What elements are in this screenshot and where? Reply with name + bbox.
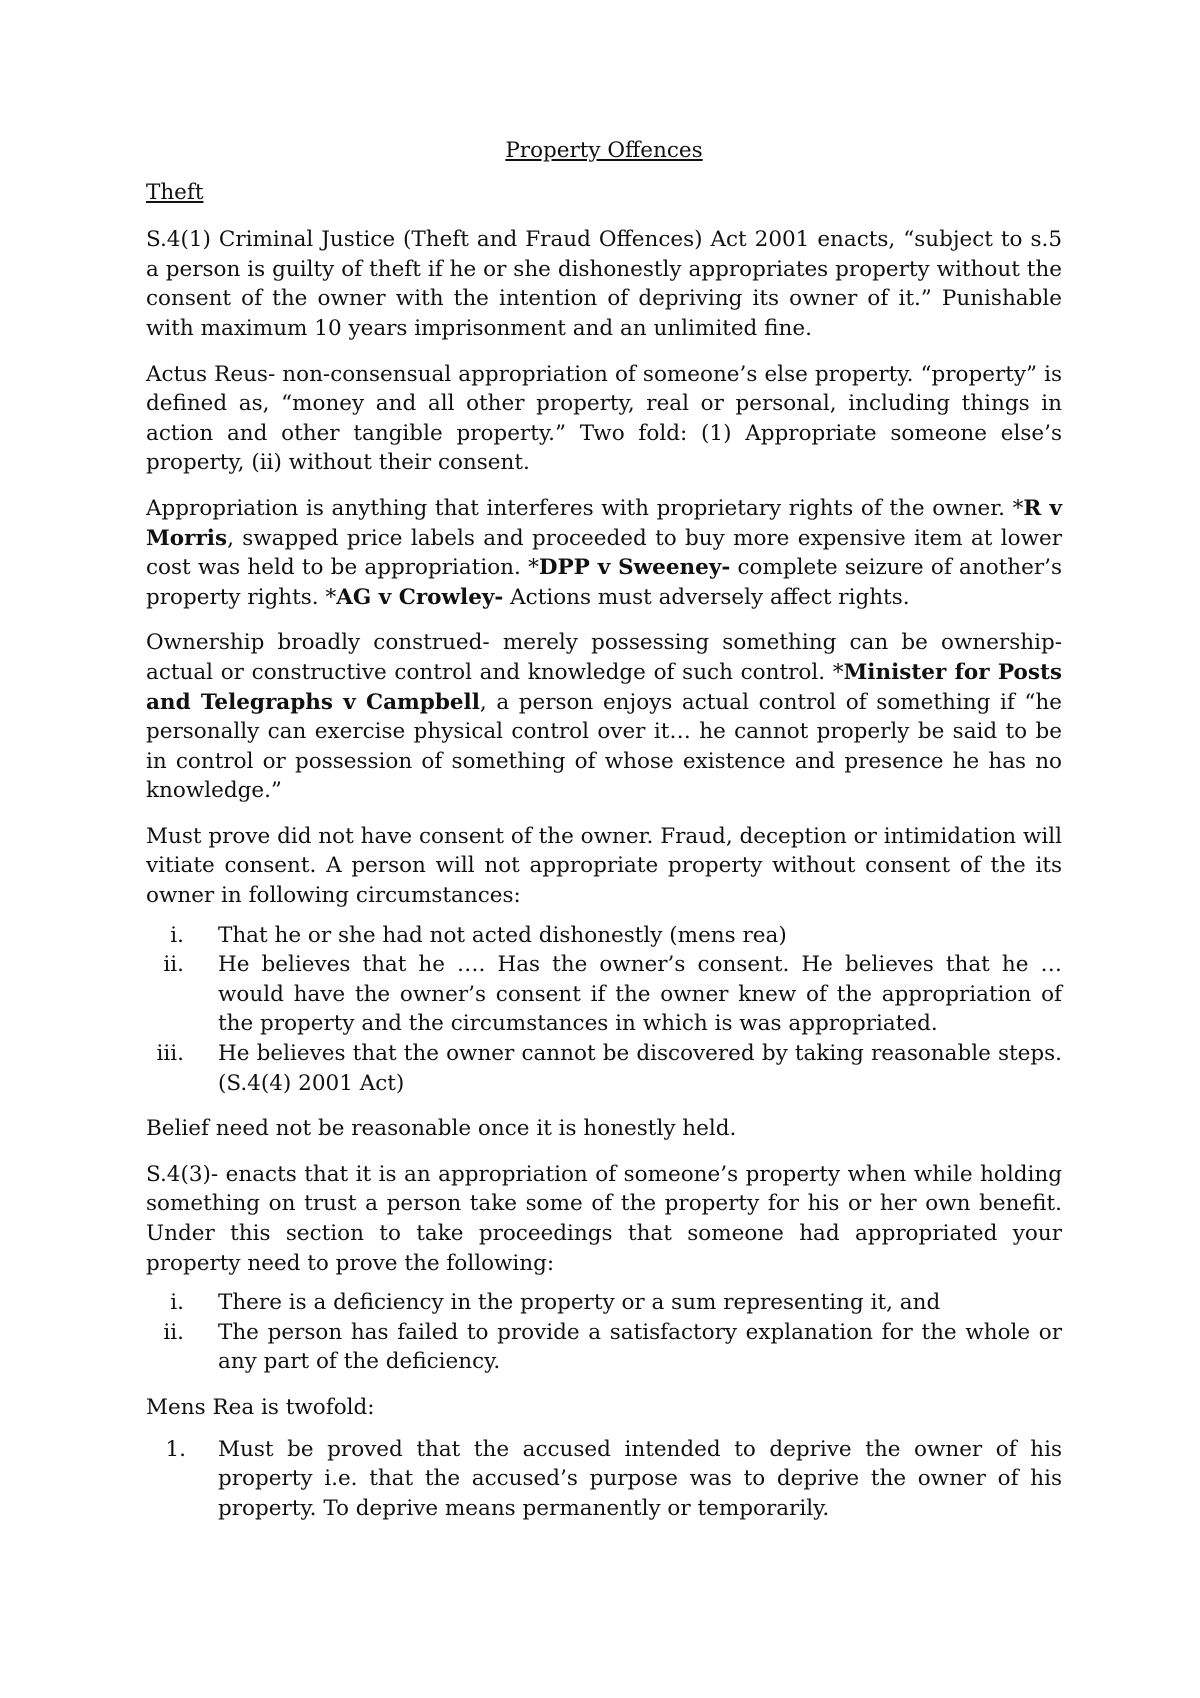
- list-item-text: He believes that he …. Has the owner’s consent. He believes that he … would have the owner’s consent if the owner knew of the appropriation of the property and the circumstances in which is was appropriated.: [218, 952, 1062, 1037]
- list-item: [146, 921, 1062, 951]
- list-item: [146, 1318, 1062, 1377]
- text-span: Ownership broadly construed- merely possessing something can be ownership- actual or constructive control and knowledge of such control. *: [146, 630, 1062, 685]
- consent-circumstances-list: [146, 921, 1062, 1099]
- list-item: [146, 1288, 1062, 1318]
- paragraph-actus-reus: Actus Reus- non-consensual appropriation of someone’s else property. “property” is defined as, “money and all other property, real or personal, including things in action and other tangible property.” Two fold: (1) Appropriate someone else’s property, (ii) without their consent.: [146, 361, 1062, 476]
- case-name: Minister for Posts and Telegraphs v Campbell: [146, 659, 1062, 715]
- list-marker: ii.: [163, 1319, 184, 1345]
- text-span: , a person enjoys actual control of something if “he personally can exercise physical control over it… he cannot properly be said to be in control or possession of something of whose existence and presence he has no knowledge.”: [146, 689, 1062, 804]
- deficiency-list: [146, 1288, 1062, 1377]
- paragraph-ownership: [146, 628, 1062, 806]
- paragraph-mens-rea: Mens Rea is twofold:: [146, 1394, 375, 1420]
- case-name: R v Morris: [146, 495, 1062, 551]
- case-name: AG v Crowley-: [336, 584, 504, 610]
- text-span: complete seizure of another’s property rights. *: [146, 555, 1062, 610]
- list-item: [146, 950, 1062, 1039]
- paragraph-definition: S.4(1) Criminal Justice (Theft and Fraud Offences) Act 2001 enacts, “subject to s.5 a person is guilty of theft if he or she dishonestly appropriates property without the consent of the owner with the intention of depriving its owner of it.” Punishable with maximum 10 years imprisonment and an unlimited fine.: [146, 227, 1062, 341]
- paragraph-appropriation: [146, 494, 1062, 612]
- list-item: [146, 1039, 1062, 1098]
- text-span: Actions must adversely affect rights.: [503, 584, 910, 610]
- document-title: Property Offences: [505, 138, 703, 163]
- list-marker: 1.: [165, 1436, 186, 1462]
- list-item-text: The person has failed to provide a satisfactory explanation for the whole or any part of the deficiency.: [218, 1319, 1062, 1375]
- paragraph-consent: Must prove did not have consent of the owner. Fraud, deception or intimidation will vitiate consent. A person will not appropriate property without consent of the its owner in following circumstances:: [146, 823, 1062, 909]
- document-page: [146, 136, 1062, 1539]
- section-heading-theft: Theft: [146, 179, 204, 205]
- text-span: Appropriation is anything that interferes with proprietary rights of the owner. *: [146, 495, 1024, 521]
- case-name: DPP v Sweeney-: [538, 555, 731, 581]
- paragraph-trust: S.4(3)- enacts that it is an appropriation of someone’s property when while holding something on trust a person take some of the property for his or her own benefit. Under this section to take proceedings that someone had appropriated your property need to prove the following:: [146, 1161, 1062, 1276]
- paragraph-belief: Belief need not be reasonable once it is honestly held.: [146, 1116, 737, 1142]
- list-marker: i.: [170, 1290, 184, 1316]
- text-span: , swapped price labels and proceeded to buy more expensive item at lower cost was held to be appropriation. *: [146, 525, 1062, 581]
- list-item-text: He believes that the owner cannot be discovered by taking reasonable steps. (S.4(4) 2001 Act): [218, 1041, 1062, 1096]
- mens-rea-list: [146, 1435, 1062, 1524]
- list-item-text: That he or she had not acted dishonestly (mens rea): [218, 922, 787, 948]
- list-marker: ii.: [163, 952, 184, 978]
- list-item-text: There is a deficiency in the property or a sum representing it, and: [218, 1290, 941, 1316]
- list-marker: iii.: [156, 1041, 184, 1067]
- list-marker: i.: [170, 922, 184, 948]
- list-item-text: Must be proved that the accused intended to deprive the owner of his property i.e. that the accused’s purpose was to deprive the owner of his property. To deprive means permanently or temporarily.: [218, 1436, 1062, 1521]
- list-item: [146, 1435, 1062, 1524]
